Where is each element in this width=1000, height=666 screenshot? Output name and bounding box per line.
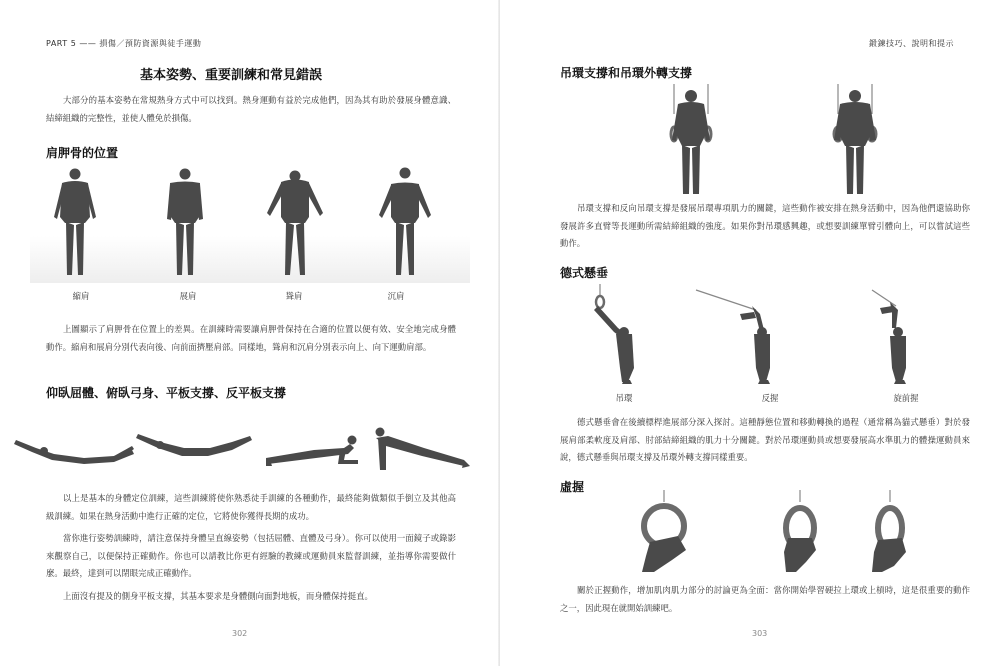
german-hang-paragraph: 德式懸垂會在後續標桿進展部分深入探討。這種靜態位置和移動轉換的過程（通常稱為貓式懸垂）對於發展肩部柔軟度及肩部、肘部結締組織的肌力十分關鍵。對於吊環運動員或想要發展高水準肌力的體操運動員來說，德式懸垂與吊環支撐及吊環外轉支撐同樣重要。 <box>560 417 970 462</box>
rings-paragraph: 吊環支撐和反向吊環支撐是發展吊環專項肌力的關鍵，這些動作被安排在熱身活動中，因為他們還協助你發展許多直臂等長運動所需結締組織的強度。如果你對吊環感興趣，或想要訓練單臂引體向上，可以嘗試這些動作。 <box>560 203 970 248</box>
german-hang-caption-2: 反握 <box>761 393 779 403</box>
false-grip-figures <box>620 490 940 572</box>
arch-body-figure <box>136 434 252 456</box>
german-hang-figures <box>580 284 940 386</box>
hollow-body-figure <box>14 440 134 464</box>
german-hang-heading: 德式懸垂 <box>560 266 609 280</box>
plank-figure <box>266 436 358 467</box>
scapula-caption-4: 沉肩 <box>387 291 405 301</box>
reverse-plank-figure <box>376 428 471 471</box>
scapula-caption-1: 縮肩 <box>72 291 90 301</box>
running-head-left: PART 5 —— 損傷／預防資源與徒手運動 <box>46 39 202 48</box>
page-number-right: 303 <box>752 629 768 638</box>
support-figures <box>14 420 474 475</box>
scapula-figure-elevation <box>267 171 323 276</box>
supports-paragraph-2: 當你進行姿勢訓練時，請注意保持身體呈直線姿勢（包括屈體、直體及弓身）。你可以使用一面鏡子或錄影來觀察自己，以便保持正確動作。你也可以請教比你更有經驗的教練或運動員來監督訓練，並指導你需要做什麼。最終，達到可以閉眼完成正確動作。 <box>46 533 456 578</box>
german-hang-pronated-grip-figure <box>880 302 906 384</box>
false-grip-hand-2 <box>784 538 816 572</box>
supports-paragraph-3: 上面沒有提及的側身平板支撐，其基本要求是身體側向面對地板，而身體保持挺直。 <box>63 591 373 601</box>
rings-heading: 吊環支撐和吊環外轉支撐 <box>560 66 693 80</box>
ring-support-figures <box>650 84 900 196</box>
ring-turn-out-figure <box>834 90 876 194</box>
false-grip-heading: 虛握 <box>560 480 585 494</box>
scapula-heading: 肩胛骨的位置 <box>46 146 119 160</box>
ring-support-figure <box>672 90 710 194</box>
german-hang-caption-1: 吊環 <box>615 393 633 403</box>
false-grip-paragraph: 關於正握動作，增加肌肉肌力部分的討論更為全面：當你開始學習硬拉上環或上槓時，這是很重要的動作之一，因此現在就開始訓練吧。 <box>560 585 970 613</box>
scapula-caption-2: 展肩 <box>179 291 197 301</box>
scapula-figure-retraction <box>54 169 96 276</box>
german-hang-rings-figure <box>594 306 634 384</box>
scapula-figure-depression <box>379 168 431 276</box>
intro-paragraph: 大部分的基本姿勢在常規熱身方式中可以找到。熱身運動有益於完成他們，因為其有助於發展身體意識、結締組織的完整性，並使人體免於損傷。 <box>46 95 456 123</box>
running-head-right: 鍛鍊技巧、說明和提示 <box>869 39 954 48</box>
right-page <box>500 0 1000 666</box>
page-title: 基本姿勢、重要訓練和常見錯誤 <box>140 68 323 83</box>
scapula-paragraph: 上圖顯示了肩胛骨在位置上的差異。在訓練時需要讓肩胛骨保持在合適的位置以便有效、安全地完成身體動作。縮肩和展肩分別代表向後、向前面擠壓肩部。同樣地，聳肩和沉肩分別表示向上、向下運動肩部。 <box>46 324 456 352</box>
scapula-figure-protraction <box>167 169 203 276</box>
supports-paragraph-1: 以上是基本的身體定位訓練，這些訓練將使你熟悉徒手訓練的各種動作，最終能夠做類似手倒立及其他高級訓練。如果在熱身活動中進行正確的定位，它將使你獲得長期的成功。 <box>46 493 456 521</box>
false-grip-hand-3 <box>872 538 906 572</box>
german-hang-caption-3: 旋前握 <box>893 393 919 403</box>
german-hang-reverse-grip-figure <box>740 306 770 384</box>
scapula-caption-3: 聳肩 <box>285 291 303 301</box>
scapula-figures <box>30 165 470 283</box>
page-number-left: 302 <box>232 629 248 638</box>
supports-heading: 仰臥屈體、俯臥弓身、平板支撐、反平板支撐 <box>46 386 287 400</box>
